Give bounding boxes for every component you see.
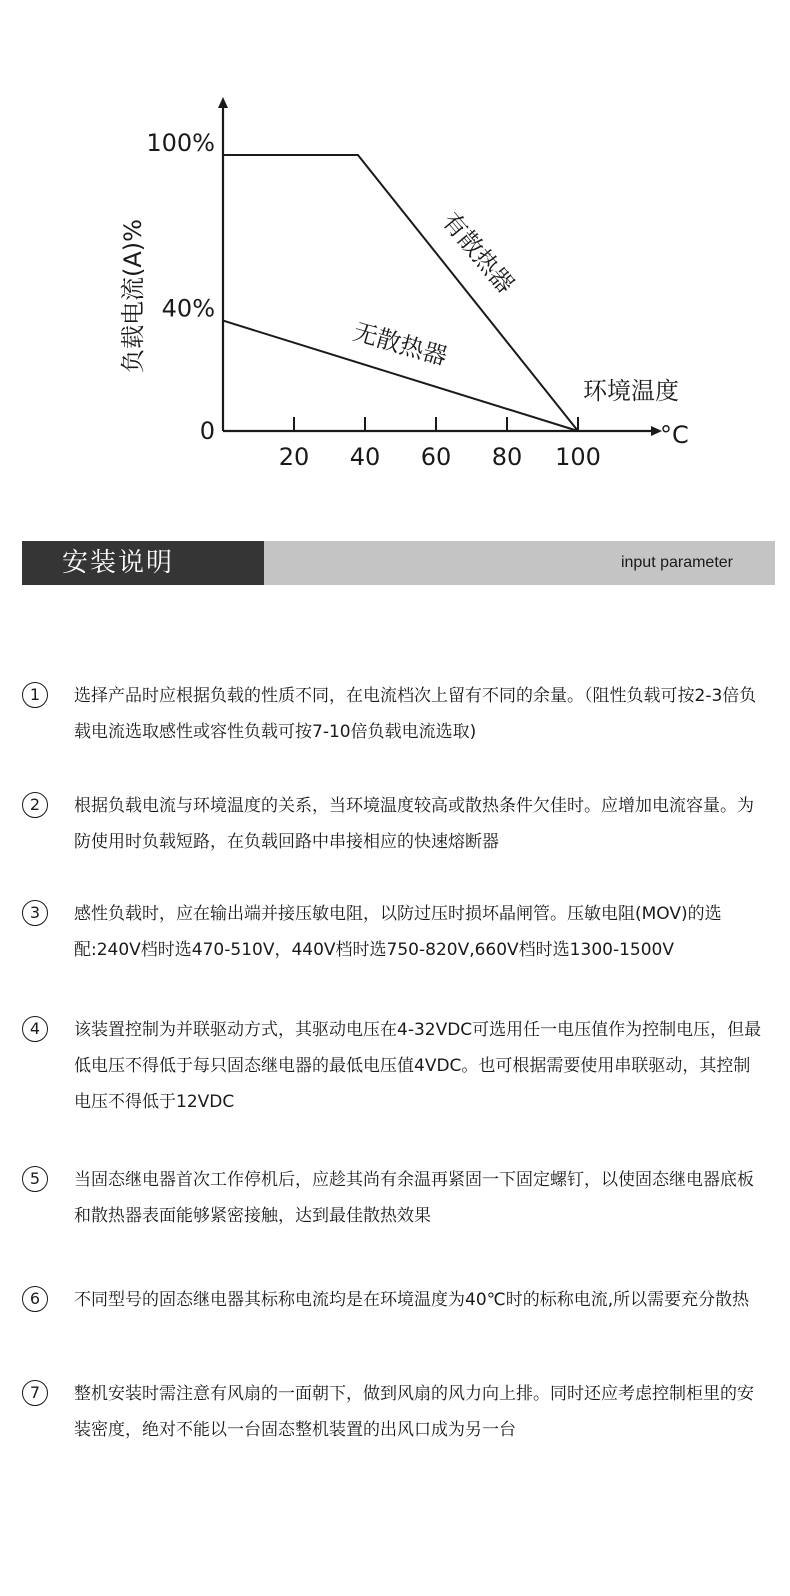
chart-series <box>223 155 578 431</box>
note-text: 感性负载时，应在输出端并接压敏电阻，以防过压时损坏晶闸管。压敏电阻(MOV)的选配:240V档时选470-510V，440V档时选750-820V,660V档时选1300-1500V <box>74 904 722 960</box>
y-axis-title: 负载电流(A)% <box>119 219 147 373</box>
x-axis-title: 环境温度 <box>583 377 679 405</box>
y-tick-label: 40% <box>161 294 215 323</box>
x-tick-label: 80 <box>491 443 523 471</box>
note-number-badge: 5 <box>22 1166 48 1192</box>
section-header <box>22 541 775 585</box>
y-axis-arrow-icon <box>218 97 228 108</box>
x-axis-unit: °C <box>660 421 689 449</box>
series-label: 有散热器 <box>436 207 520 299</box>
x-tick-label: 40 <box>349 443 381 471</box>
note-text: 不同型号的固态继电器其标称电流均是在环境温度为40℃时的标称电流,所以需要充分散热 <box>74 1290 750 1310</box>
note-text: 该装置控制为并联驱动方式，其驱动电压在4-32VDC可选用任一电压值作为控制电压，但最低电压不得低于每只固态继电器的最低电压值4VDC。也可根据需要使用串联驱动，其控制电压不得低于12VDC <box>74 1020 762 1112</box>
derating-chart <box>0 0 790 500</box>
section-subtitle: input parameter <box>620 554 733 571</box>
series-line <box>223 155 578 431</box>
section-title: 安装说明 <box>62 548 175 578</box>
note-number-badge: 6 <box>22 1286 48 1312</box>
section-header-dark-panel <box>22 541 264 585</box>
note-number-badge: 1 <box>22 682 48 708</box>
x-tick-label: 20 <box>278 443 310 471</box>
note-text: 整机安装时需注意有风扇的一面朝下，做到风扇的风力向上排。同时还应考虑控制柜里的安装密度，绝对不能以一台固态整机装置的出风口成为另一台 <box>74 1384 754 1440</box>
note-number-badge: 7 <box>22 1380 48 1406</box>
note-text: 当固态继电器首次工作停机后，应趁其尚有余温再紧固一下固定螺钉，以使固态继电器底板和散热器表面能够紧密接触，达到最佳散热效果 <box>74 1170 754 1226</box>
x-ticks <box>146 129 601 471</box>
derating-chart-svg <box>0 0 790 500</box>
series-label: 无散热器 <box>350 317 451 371</box>
note-number-badge: 4 <box>22 1016 48 1042</box>
note-text: 选择产品时应根据负载的性质不同，在电流档次上留有不同的余量。（阻性负载可按2-3倍负载电流选取感性或容性负载可按7-10倍负载电流选取) <box>74 686 757 742</box>
note-number-badge: 3 <box>22 900 48 926</box>
note-text: 根据负载电流与环境温度的关系，当环境温度较高或散热条件欠佳时。应增加电流容量。为防使用时负载短路，在负载回路中串接相应的快速熔断器 <box>74 796 754 852</box>
note-number-badge: 2 <box>22 792 48 818</box>
x-tick-label: 60 <box>420 443 452 471</box>
x-tick-label: 100 <box>555 443 601 471</box>
y-tick-label: 0 <box>199 417 215 445</box>
section-header-light-panel <box>264 541 775 585</box>
y-tick-label: 100% <box>146 129 215 157</box>
